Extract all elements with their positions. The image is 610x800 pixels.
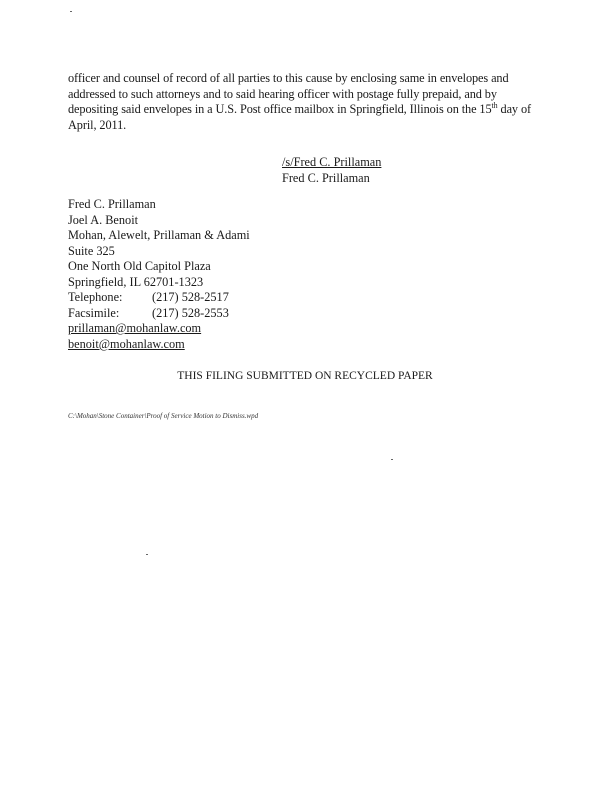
ordinal-suffix: th bbox=[491, 101, 498, 111]
scan-speck bbox=[70, 11, 72, 12]
signer-name: Fred C. Prillaman bbox=[282, 170, 370, 185]
paragraph-line: addressed to such attorneys and to said hearing officer with postage fully prepaid, and by bbox=[68, 86, 497, 101]
telephone-number: (217) 528-2517 bbox=[152, 290, 229, 304]
email-link[interactable]: prillaman@mohanlaw.com bbox=[68, 321, 202, 335]
facsimile-row bbox=[68, 306, 250, 322]
signature-block bbox=[282, 155, 381, 186]
service-paragraph bbox=[68, 71, 568, 133]
attorney-name: Joel A. Benoit bbox=[68, 212, 139, 227]
facsimile-label: Facsimile: bbox=[68, 305, 120, 320]
attorney-address-block bbox=[68, 197, 250, 352]
email-link[interactable]: benoit@mohanlaw.com bbox=[68, 336, 185, 351]
facsimile-number: (217) 528-2553 bbox=[152, 305, 229, 320]
paragraph-text: day of bbox=[497, 102, 531, 117]
paragraph-line: April, 2011. bbox=[68, 117, 127, 132]
document-file-path: C:\Mohan\Stone Container\Proof of Service Motion to Dismiss.wpd bbox=[68, 412, 259, 420]
paragraph-text: depositing said envelopes in a U.S. Post office mailbox in Springfield, Illinois on the 15 bbox=[68, 102, 492, 117]
paragraph-line: officer and counsel of record of all parties to this cause by enclosing same in envelopes and bbox=[68, 71, 509, 85]
electronic-signature: /s/Fred C. Prillaman bbox=[282, 155, 382, 169]
recycled-paper-notice: THIS FILING SUBMITTED ON RECYCLED PAPER bbox=[177, 370, 433, 382]
suite-line: Suite 325 bbox=[68, 243, 115, 258]
telephone-label: Telephone: bbox=[68, 290, 123, 304]
scan-speck bbox=[391, 459, 393, 460]
scan-speck bbox=[146, 554, 148, 555]
paragraph-line bbox=[68, 102, 568, 118]
law-firm-name: Mohan, Alewelt, Prillaman & Adami bbox=[68, 228, 250, 242]
attorney-name: Fred C. Prillaman bbox=[68, 197, 156, 211]
telephone-row bbox=[68, 290, 250, 306]
street-line: One North Old Capitol Plaza bbox=[68, 259, 211, 273]
city-line: Springfield, IL 62701-1323 bbox=[68, 274, 204, 289]
